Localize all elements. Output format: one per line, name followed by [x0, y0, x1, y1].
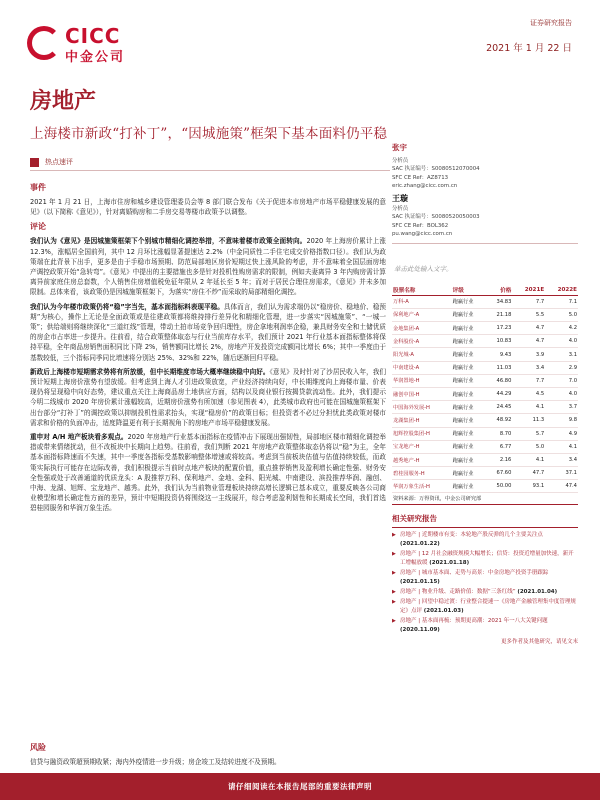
table-header-row — [392, 285, 578, 296]
table-row — [392, 414, 578, 427]
stock-price: 24.45 — [487, 401, 513, 414]
stock-pe-2021e: 4.5 — [512, 387, 545, 400]
stock-rating: 跑赢行业 — [452, 453, 487, 466]
risk-heading: 风险 — [30, 743, 46, 752]
table-body — [392, 295, 578, 493]
stock-price: 8.70 — [487, 427, 513, 440]
related-report-item[interactable] — [392, 598, 578, 615]
stock-pe-2022e: 47.4 — [545, 480, 578, 493]
analyst-name: 王璇 — [392, 193, 408, 203]
event-heading: 事件 — [30, 183, 46, 192]
stock-pe-2021e: 93.1 — [512, 480, 545, 493]
divider — [392, 527, 578, 528]
related-report-date: (2021.01.22) — [400, 540, 440, 547]
table-row — [392, 440, 578, 453]
sector-title: 房地产 — [30, 88, 97, 114]
table-row — [392, 335, 578, 348]
stock-pe-2021e: 3.9 — [512, 348, 545, 361]
stock-pe-2021e: 7.7 — [512, 374, 545, 387]
risk-section — [30, 738, 386, 771]
stock-rating: 跑赢行业 — [452, 308, 487, 321]
col-rating: 评级 — [452, 285, 487, 296]
analyst-sac: SAC 执证编号：S0080520050003 — [392, 214, 480, 221]
table-row — [392, 427, 578, 440]
analyst-1 — [392, 157, 578, 191]
triangle-bullet-icon: ▶ — [392, 599, 396, 606]
risk-text: 信贷与融资政策超预期收紧；海内外疫情进一步升级；房企竣工及结转进度不及预期。 — [30, 758, 281, 766]
stock-pe-2021e: 11.3 — [512, 414, 545, 427]
stock-name[interactable]: 金科股份-A — [392, 335, 452, 348]
stock-price: 67.60 — [487, 467, 513, 480]
related-report-date: (2021.01.15) — [400, 578, 440, 585]
related-report-title[interactable]: 房地产 | 城市基本面、走势与高景：中金房地产投资手册跟踪 — [400, 570, 549, 577]
col-price: 价格 — [487, 285, 513, 296]
col-2022e: 2022E — [545, 285, 578, 296]
stock-pe-2022e: 3.1 — [545, 348, 578, 361]
stock-rating: 跑赢行业 — [452, 427, 487, 440]
stock-pe-2022e: 37.1 — [545, 467, 578, 480]
stock-name[interactable]: 万科-A — [392, 295, 452, 308]
related-report-text-wrap — [400, 617, 578, 634]
col-2021e: 2021E — [512, 285, 545, 296]
tag-square-icon — [30, 158, 39, 167]
stock-price: 9.43 — [487, 348, 513, 361]
analyst-sfc: SFC CE Ref：BOL362 — [392, 222, 449, 229]
related-report-title[interactable]: 房地产 | 回望中稳过渡：行业整合提速一《房地产金融管理集中度管理规定》点评 — [400, 599, 576, 614]
stock-name[interactable]: 中国海外发展-H — [392, 401, 452, 414]
related-list — [392, 531, 578, 633]
stock-rating-table — [392, 285, 578, 506]
stock-pe-2021e: 4.1 — [512, 453, 545, 466]
stock-pe-2022e: 3.7 — [545, 401, 578, 414]
legal-footer — [0, 773, 600, 800]
related-report-text-wrap — [400, 588, 557, 596]
stock-price: 17.23 — [487, 322, 513, 335]
stock-pe-2021e: 5.5 — [512, 308, 545, 321]
stock-name[interactable]: 华润万象生活-H — [392, 480, 452, 493]
stock-rating: 跑赢行业 — [452, 414, 487, 427]
logo-ring-icon — [27, 26, 61, 60]
stock-name[interactable]: 中南建设-A — [392, 361, 452, 374]
main-body — [30, 178, 386, 518]
tag-label: 热点速评 — [45, 158, 73, 166]
stock-pe-2021e: 47.7 — [512, 467, 545, 480]
related-report-title[interactable]: 房地产 | 近期楼市有变：本轮地产股反弹的几个主要关注点 — [400, 532, 543, 539]
stock-price: 6.77 — [487, 440, 513, 453]
stock-pe-2022e: 9.8 — [545, 414, 578, 427]
event-text: 2021 年 1 月 21 日，上海市住房和城乡建设管理委员会等 8 部门联合发布《关于促进本市房地产市场平稳健康发展的意见》（以下简称《意见》），针对离婚购房和二手房交易等楼市政策予以调整。 — [30, 198, 386, 217]
related-report-item[interactable] — [392, 617, 578, 634]
stock-name[interactable]: 龙湖集团-H — [392, 414, 452, 427]
analyst-sac: SAC 执证编号：S0080512070004 — [392, 166, 480, 173]
triangle-bullet-icon: ▶ — [392, 570, 396, 577]
stock-price: 34.83 — [487, 295, 513, 308]
stock-rating: 跑赢行业 — [452, 335, 487, 348]
related-report-title[interactable]: 房地产 | 基本面再梳：预期更高潮：2021 年一八大关键问题 — [400, 618, 548, 625]
comment-heading: 评论 — [30, 222, 46, 232]
related-report-date: (2021.01.18) — [429, 559, 470, 566]
table-row — [392, 361, 578, 374]
stock-price: 44.29 — [487, 387, 513, 400]
stock-pe-2021e: 3.4 — [512, 361, 545, 374]
comment-p1-lead: 我们认为《意见》是因城施策框架下个别城市精细化调控举措，不意味着楼市政策全面转向。 — [30, 237, 307, 246]
related-report-date: (2020.11.09) — [400, 626, 440, 633]
stock-pe-2022e: 4.2 — [545, 322, 578, 335]
stock-pe-2022e: 7.1 — [545, 295, 578, 308]
comment-p3-body: 《意见》及时针对了沙居民收入年，我们预计短期上海房价涨势有望放缓。但考虑到上海人才引进政策放宽，产业经济持续向好，中长期维度向上海楼市量、价表现仍将呈现稳中向好态势，建议重点关注上海商品房土地供应方面，结构以及商业银行按揭贷款流动性。此外，我们提示今明二线城市 2020 年房价累计涨幅较高，近期房价涨势有所加速（参见图表 4），此类城市政府也可能在国城施策框架下出台部分“打补丁”的调控政策以抑制投机性需求抬头，实现“稳房价”的政策目标；但投资者不必过分担忧此类政策对楼市需求和价格的负面冲击，适度降温更有利于长期视角下的房地产市场平稳健康发展。 — [30, 367, 387, 427]
stock-price: 48.92 — [487, 414, 513, 427]
triangle-bullet-icon: ▶ — [392, 588, 396, 595]
stock-name[interactable]: 华润置地-H — [392, 374, 452, 387]
sidebar — [392, 142, 578, 645]
analyst-sfc: SFC CE Ref：AZ8713 — [392, 174, 449, 181]
table-row — [392, 480, 578, 493]
stock-pe-2022e: 4.0 — [545, 335, 578, 348]
comment-p4-body: 2020 年房地产行业基本面指标在疫情冲击下展现出强韧性，局部地区楼市精细化调控举措或带来情绪扰动，但不改板块中长期向上趋势。往前看，我们判断 2021 年房地产政策整体取态仍将以“稳”为主，全年基本面指标降速而不失速，其中一季度各指标受基数影响整体增速或将较高。考虑到当前板块估值与估值持续较低，而政策实际执行可能存在边际改善，我们积极提示当前时点地产板块的配置价值，重点推荐销售及盈利增长确定性强、财务安全性强或处于改善通道的优质龙头：A 股推荐万科、保利地产、金地、金科、阳光城、中南建设、滨投推荐华润、融创、中海、龙湖、旭辉、宝龙地产、越秀。此外，我们认为当前物业管理板块持续高增长逻辑已基本成立，重要反映各公司商业模型和增长确定性方面的差异，预计中短期投资仍将围绕这一主线展开，综合考虑盈利韧性和长期成长空间，我们首选碧桂园服务和华润万象生活。 — [30, 433, 387, 513]
stock-price: 11.03 — [487, 361, 513, 374]
report-date: 2021 年 1 月 22 日 — [486, 43, 572, 54]
stock-rating: 跑赢行业 — [452, 374, 487, 387]
divider — [392, 243, 578, 244]
stock-name[interactable]: 越秀地产-H — [392, 453, 452, 466]
report-tag — [30, 156, 73, 168]
related-report-date: (2021.01.04) — [517, 588, 558, 595]
stock-price: 10.83 — [487, 335, 513, 348]
related-report-title[interactable]: 房地产 | 12 月社会融资规模大幅增长；信贷：投资近增量加快速，新开工增幅放缓 — [400, 551, 574, 566]
stock-pe-2021e: 4.7 — [512, 322, 545, 335]
stock-pe-2022e: 2.9 — [545, 361, 578, 374]
stock-pe-2022e: 4.9 — [545, 427, 578, 440]
table-row — [392, 348, 578, 361]
related-report-text-wrap — [400, 550, 578, 567]
table-row — [392, 387, 578, 400]
comment-p2-lead: 我们认为今年楼市政策仍将“稳”字当先，基本面指标料表现平稳。 — [30, 302, 224, 311]
logo-cn-text: 中金公司 — [65, 50, 126, 65]
comment-paragraph-4 — [30, 432, 386, 514]
stock-rating: 跑赢行业 — [452, 387, 487, 400]
analyst-email[interactable]: eric.zhang@cicc.com.cn — [392, 183, 458, 190]
table-placeholder-note: 单击此处输入文字。 — [394, 264, 453, 273]
stock-pe-2021e: 5.7 — [512, 427, 545, 440]
stock-name[interactable]: 旭辉控股集团-H — [392, 427, 452, 440]
stock-rating: 跑赢行业 — [452, 348, 487, 361]
stock-pe-2021e: 4.1 — [512, 401, 545, 414]
divider — [30, 170, 390, 171]
stock-pe-2021e: 5.0 — [512, 440, 545, 453]
table-row — [392, 453, 578, 466]
related-report-text-wrap — [400, 531, 578, 548]
related-report-item[interactable] — [392, 550, 578, 567]
comment-p1-body: 2020 年上海房价累计上涨 12.3%，涨幅居全国前列，其中 12 月环比涨幅显著提速达 2.2%（中金同质性二手住宅成交价格指数口径）。我们认为政策端在此背景下出手，更多是由于手稳市场预期、防范局部地区房价短期过快上涨风险的考虑，并不意味着全国层面房地产调控政策开始“急转弯”。《意见》中提出的主要措施也多是针对投机性购房需求的限制，例如夫妻离异 3 年内购房需计算离异前家庭住房总套数，个人销售住房增值税免征年限从 2 年延长至 5 年；而对于居民合理住房需求，《意见》并未多加限制。总体来看，该政策仍是因城施策框架下，为落实“房住不炒”而采取的局部精细化调控。 — [30, 237, 386, 297]
related-report-item[interactable] — [392, 531, 578, 548]
table-row — [392, 295, 578, 308]
triangle-bullet-icon: ▶ — [392, 551, 396, 558]
related-report-text-wrap — [400, 598, 578, 615]
footer-text: 请仔细阅读在本报告尾部的重要法律声明 — [228, 782, 372, 791]
stock-pe-2022e: 3.4 — [545, 453, 578, 466]
triangle-bullet-icon: ▶ — [392, 532, 396, 539]
stock-pe-2022e: 5.0 — [545, 308, 578, 321]
col-stock: 股票名称 — [392, 285, 452, 296]
cicc-logo — [27, 24, 147, 64]
stock-name[interactable]: 碧桂园服务-H — [392, 467, 452, 480]
related-report-item[interactable] — [392, 569, 578, 586]
table-row — [392, 308, 578, 321]
stock-rating: 跑赢行业 — [452, 361, 487, 374]
comment-paragraph-3 — [30, 367, 386, 428]
stock-price: 46.80 — [487, 374, 513, 387]
stock-name[interactable]: 金地集团-A — [392, 322, 452, 335]
analyst-role: 分析员 — [392, 158, 409, 164]
related-more: 更多作者及其他研究，请见文末 — [500, 638, 578, 645]
stock-pe-2022e: 4.0 — [545, 387, 578, 400]
analyst-role: 分析员 — [392, 206, 409, 213]
related-report-title[interactable]: 房地产 | 物业升级、走路价值：数据“三条红线” — [400, 588, 516, 595]
related-report-item[interactable] — [392, 588, 578, 596]
comment-p3-lead: 新政后上海楼市短期需求势将有所放缓，但中长期维度市场大概率继续稳中向好。 — [30, 367, 270, 376]
stock-rating: 跑赢行业 — [452, 480, 487, 493]
stock-price: 50.00 — [487, 480, 513, 493]
table-row — [392, 467, 578, 480]
stock-name[interactable]: 融创中国-H — [392, 387, 452, 400]
stock-name[interactable]: 保利地产-A — [392, 308, 452, 321]
stock-pe-2021e: 7.7 — [512, 295, 545, 308]
stock-name[interactable]: 阳光城-A — [392, 348, 452, 361]
table-footer-row — [392, 493, 578, 505]
table-row — [392, 322, 578, 335]
related-report-date: (2021.01.03) — [423, 607, 464, 614]
stock-price: 21.18 — [487, 308, 513, 321]
comment-paragraph-1 — [30, 236, 386, 297]
analyst-2 — [392, 195, 578, 239]
stock-rating: 跑赢行业 — [452, 467, 487, 480]
table-source: 资料来源：万得资讯，中金公司研究部 — [392, 493, 578, 505]
logo-text: CICC — [65, 24, 121, 48]
table-row — [392, 374, 578, 387]
report-type: 证券研究报告 — [530, 19, 572, 27]
analyst-heading: 张宇 — [392, 143, 407, 152]
related-heading: 相关研究报告 — [392, 514, 437, 524]
stock-name[interactable]: 宝龙地产-H — [392, 440, 452, 453]
triangle-bullet-icon: ▶ — [392, 618, 396, 625]
report-title: 上海楼市新政“打补丁”，“因城施策”框架下基本面料仍平稳 — [30, 126, 388, 142]
comment-p2-body: 具体而言，我们认为需求端仍以“稳房价、稳地价、稳预期”为核心，操作上无论是全面政策或是往建政策都将维持排行差异化和精细化管理，进一步落实“因城施策”、“一城一策”；供给端则将继续深化“三道红线”管理，带动土拍市场竞争回归理性，房企拿地利润率企稳，兼具财务安全和土储优质的房企市占率进一步提升。往前看，结合政策整体取态与行业当前库存水平，我们预计 2021 年行业基本面指标整体将保持平稳，全年商品房销售面积同比下降 2%，销售额同比增长 2%，房地产开发投资完成额同比增长 6%；其中一季度由于基数较低，三个指标同季同比增速将分别达 25%、32%和 22%，随后逐渐回归平稳。 — [30, 302, 386, 362]
stock-rating: 跑赢行业 — [452, 322, 487, 335]
related-report-text-wrap — [400, 569, 578, 586]
stock-pe-2022e: 7.0 — [545, 374, 578, 387]
table-row — [392, 401, 578, 414]
stock-rating: 跑赢行业 — [452, 440, 487, 453]
stock-pe-2022e: 4.1 — [545, 440, 578, 453]
stock-rating: 跑赢行业 — [452, 401, 487, 414]
comment-p4-lead: 重申对 A/H 地产板块看多观点。 — [30, 433, 128, 442]
comment-paragraph-2 — [30, 302, 386, 363]
stock-price: 2.16 — [487, 453, 513, 466]
stock-pe-2021e: 4.7 — [512, 335, 545, 348]
analyst-email[interactable]: pu.wang@cicc.com.cn — [392, 231, 453, 238]
stock-rating: 跑赢行业 — [452, 295, 487, 308]
